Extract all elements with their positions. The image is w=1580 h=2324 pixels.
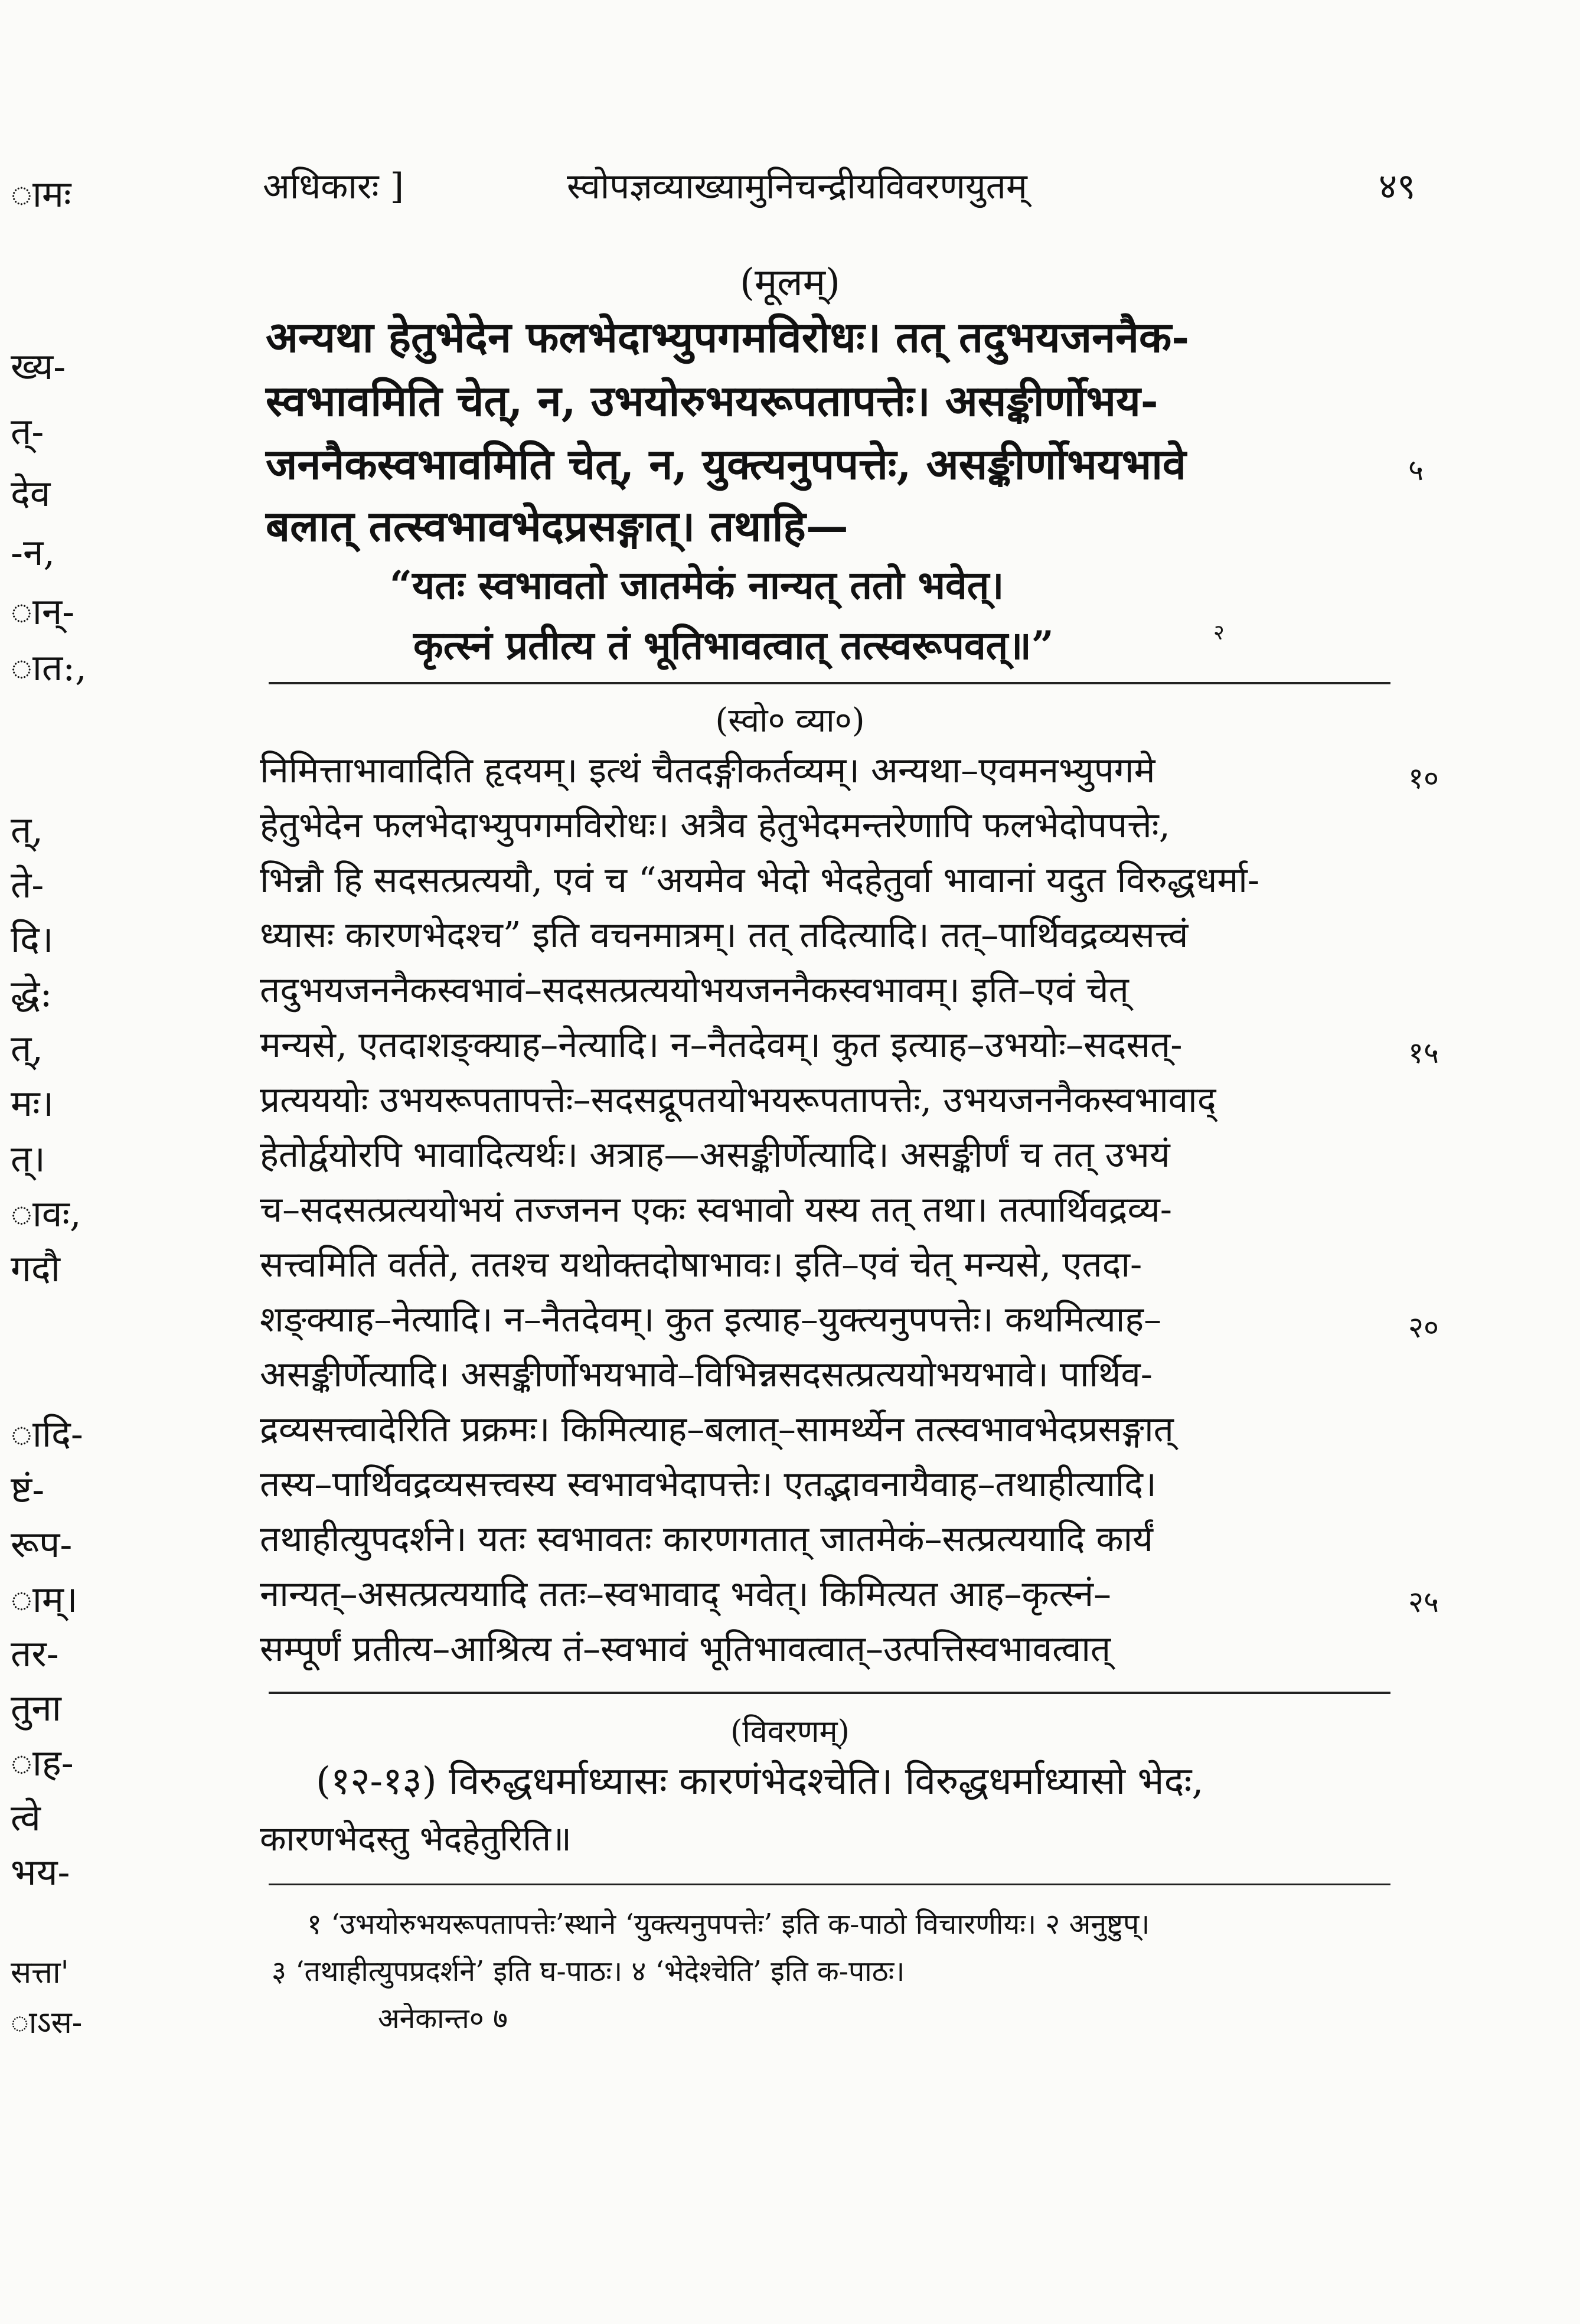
margin-fragment: ादि- xyxy=(11,1412,83,1455)
margin-fragment: -न, xyxy=(11,531,56,574)
margin-fragment: भय- xyxy=(11,1850,70,1894)
margin-fragment: त्, xyxy=(11,1027,44,1070)
commentary-line: तथाहीत्युपदर्शने। यतः स्वभावतः कारणगतात् जातमेकं–सत्प्रत्ययादि कार्यं xyxy=(260,1519,1153,1560)
commentary-line: प्रत्यययोः उभयरूपतापत्तेः–सदसद्रूपतयोभयरूपतापत्तेः, उभयजननैकस्वभावाद् xyxy=(260,1079,1216,1121)
commentary-line: ध्यासः कारणभेदश्च” इति वचनमात्रम्। तत् तदित्यादि। तत्–पार्थिवद्रव्यसत्त्वं xyxy=(260,915,1189,956)
mulam-line: अन्यथा हेतुभेदेन फलभेदाभ्युपगमविरोधः। तत् तदुभयजननैक- xyxy=(266,312,1190,362)
margin-fragment: सत्ता' xyxy=(11,1955,69,1990)
signature-mark: अनेकान्त० ७ xyxy=(378,2002,508,2035)
verse-line: “यतः स्वभावतो जातमेकं नान्यत् ततो भवेत्। xyxy=(390,562,1004,608)
margin-fragment: ष्टं- xyxy=(11,1468,45,1511)
line-number: २५ xyxy=(1408,1585,1439,1619)
margin-fragment: गदौ xyxy=(11,1247,60,1290)
verse-line: कृत्स्नं प्रतीत्य तं भूतिभावत्वात् तत्स्वरूपवत्॥” xyxy=(413,622,1054,668)
margin-fragment: मः। xyxy=(11,1082,54,1125)
commentary-line: सम्पूर्णं प्रतीत्य–आश्रित्य तं–स्वभावं भूतिभावत्वात्–उत्पत्तिस्वभावत्वात् xyxy=(260,1628,1111,1670)
section-divider xyxy=(269,682,1390,684)
commentary-line: शङ्क्याह–नेत्यादि। न–नैतदेवम्। कुत इत्याह–युक्त्यनुपपत्तेः। कथमित्याह– xyxy=(260,1299,1162,1340)
margin-fragment: ात:, xyxy=(11,646,87,689)
margin-fragment: ाह- xyxy=(11,1741,74,1784)
margin-fragment: ते- xyxy=(11,863,44,906)
commentary-line: सत्त्वमिति वर्तते, ततश्च यथोक्तदोषाभावः। इति–एवं चेत् मन्यसे, एतदा- xyxy=(260,1244,1142,1285)
margin-fragment: ाऽस- xyxy=(11,2005,83,2041)
line-number: १० xyxy=(1408,761,1439,795)
commentary-line: च–सदसत्प्रत्ययोभयं तज्जनन एकः स्वभावो यस्य तत् तथा। तत्पार्थिवद्रव्य- xyxy=(260,1189,1173,1230)
commentary-line: भिन्नौ हि सदसत्प्रत्ययौ, एवं च “अयमेव भेदो भेदहेतुर्वा भावानां यदुत विरुद्धधर्मा- xyxy=(260,860,1260,901)
footnote-line: १ ‘उभयोरुभयरूपतापत्तेः’स्थाने ‘युक्त्यनुपपत्तेः’ इति क-पाठो विचारणीयः। २ अनुष्टुप्। xyxy=(307,1908,1150,1941)
page-number: ४९ xyxy=(1379,166,1416,207)
margin-fragment: तर- xyxy=(11,1632,59,1675)
footnote-divider xyxy=(269,1884,1390,1885)
margin-fragment: ाम्। xyxy=(11,1578,78,1621)
margin-fragment: दि। xyxy=(11,918,54,961)
margin-fragment: तुना xyxy=(11,1686,61,1729)
mulam-line: बलात् तत्स्वभावभेदप्रसङ्गात्। तथाहि— xyxy=(266,501,848,551)
commentary-line: नान्यत्–असत्प्रत्ययादि ततः–स्वभावाद् भवेत्। किमित्यत आह–कृत्स्नं– xyxy=(260,1574,1112,1615)
margin-fragment: रूप- xyxy=(11,1523,73,1566)
commentary-line: हेतोर्द्वयोरपि भावादित्यर्थः। अत्राह—असङ्कीर्णेत्यादि। असङ्कीर्णं च तत् उभयं xyxy=(260,1134,1170,1176)
mulam-line: जननैकस्वभावमिति चेत्, न, युक्त्यनुपपत्तेः, असङ्कीर्णोभयभावे xyxy=(266,439,1186,489)
margin-fragment: त्, xyxy=(11,808,44,851)
commentary-line: हेतुभेदेन फलभेदाभ्युपगमविरोधः। अत्रैव हेतुभेदमन्तरेणापि फलभेदोपपत्तेः, xyxy=(260,805,1170,846)
line-number: २० xyxy=(1408,1310,1439,1344)
margin-fragment: देव xyxy=(11,472,51,515)
margin-fragment: द्धे: xyxy=(11,972,53,1015)
commentary-line: असङ्कीर्णेत्यादि। असङ्कीर्णोभयभावे–विभिन्नसदसत्प्रत्ययोभयभावे। पार्थिव- xyxy=(260,1354,1153,1395)
running-header-title: स्वोपज्ञव्याख्यामुनिचन्द्रीयविवरणयुतम् xyxy=(567,166,1027,207)
section-divider xyxy=(269,1692,1390,1694)
line-number: ५ xyxy=(1408,453,1424,487)
line-number: १५ xyxy=(1408,1036,1439,1070)
margin-fragment: ामः xyxy=(11,172,71,216)
commentary-line: तस्य–पार्थिवद्रव्यसत्त्वस्य स्वभावभेदापत्तेः। एतद्भावनायैवाह–तथाहीत्यादि। xyxy=(260,1464,1157,1505)
vivaranam-line: (१२-१३) विरुद्धधर्माध्यासः कारणंभेदश्चेति। विरुद्धधर्माध्यासो भेदः, xyxy=(316,1760,1204,1803)
margin-fragment: त्। xyxy=(11,1137,45,1180)
running-header-left: अधिकारः ] xyxy=(263,166,404,207)
vivaranam-heading: (विवरणम्) xyxy=(730,1714,850,1749)
commentary-heading: (स्वो० व्या०) xyxy=(715,701,865,740)
verse-footnote-mark: २ xyxy=(1213,621,1225,645)
commentary-line: निमित्ताभावादिति हृदयम्। इत्थं चैतदङ्गीकर्तव्यम्। अन्यथा–एवमनभ्युपगमे xyxy=(260,750,1155,791)
margin-fragment: ख्य- xyxy=(11,345,66,388)
mulam-heading: (मूलम्) xyxy=(740,261,840,305)
margin-fragment: ान्- xyxy=(11,590,75,633)
margin-fragment: त्वे xyxy=(11,1796,41,1839)
commentary-line: तदुभयजननैकस्वभावं–सदसत्प्रत्ययोभयजननैकस्वभावम्। इति–एवं चेत् xyxy=(260,970,1129,1011)
margin-fragment: ावः, xyxy=(11,1192,81,1235)
footnote-line: ३ ‘तथाहीत्युपप्रदर्शने’ इति घ-पाठः। ४ ‘भेदेश्चेति’ इति क-पाठः। xyxy=(272,1955,905,1988)
commentary-line: मन्यसे, एतदाशङ्क्याह–नेत्यादि। न–नैतदेवम्। कुत इत्याह–उभयोः–सदसत्- xyxy=(260,1024,1183,1066)
vivaranam-line: कारणभेदस्तु भेदहेतुरिति॥ xyxy=(260,1819,572,1859)
mulam-line: स्वभावमिति चेत्, न, उभयोरुभयरूपतापत्तेः। असङ्कीर्णोभय- xyxy=(266,376,1158,426)
margin-fragment: त्- xyxy=(11,410,44,453)
commentary-line: द्रव्यसत्त्वादेरिति प्रक्रमः। किमित्याह–बलात्–सामर्थ्येन तत्स्वभावभेदप्रसङ्गात् xyxy=(260,1409,1174,1450)
